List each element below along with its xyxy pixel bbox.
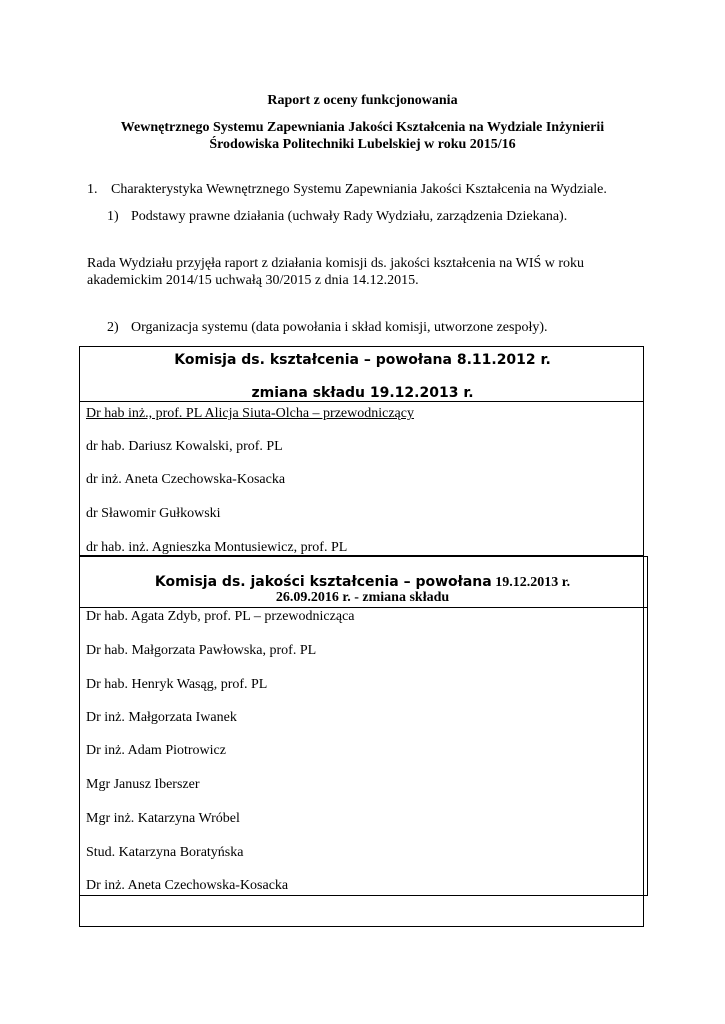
table2-member-chair: Dr hab. Agata Zdyb, prof. PL – przewodnicząca — [86, 609, 355, 624]
document-title: Raport z oceny funkcjonowania — [267, 93, 458, 108]
table1-change-date: zmiana składu 19.12.2013 r. — [251, 385, 474, 401]
subsection2-number: 2) — [107, 320, 119, 335]
table1-member: dr Sławomir Gułkowski — [86, 506, 221, 521]
document-subtitle-line1: Wewnętrznego Systemu Zapewniania Jakości Kształcenia na Wydziale Inżynierii — [120, 120, 605, 135]
section-heading: Charakterystyka Wewnętrznego Systemu Zapewniania Jakości Kształcenia na Wydziale. — [111, 182, 607, 197]
table2-member: Dr inż. Aneta Czechowska-Kosacka — [86, 878, 289, 893]
subsection1-number: 1) — [107, 209, 119, 224]
table1-member: dr hab. inż. Agnieszka Montusiewicz, prof. PL — [86, 540, 348, 555]
table2-member: Dr hab. Małgorzata Pawłowska, prof. PL — [86, 643, 317, 658]
paragraph-line1: Rada Wydziału przyjęła raport z działania komisji ds. jakości kształcenia na WIŚ w roku — [87, 256, 585, 271]
subsection1-text: Podstawy prawne działania (uchwały Rady Wydziału, zarządzenia Dziekana). — [131, 209, 568, 224]
table2-member: Mgr Janusz Iberszer — [86, 777, 200, 792]
section-number: 1. — [87, 182, 98, 197]
table2-change-date: 26.09.2016 r. - zmiana składu — [275, 590, 450, 605]
table1-member-chair: Dr hab inż., prof. PL Alicja Siuta-Olcha – przewodniczący — [86, 406, 414, 421]
table2-member: Dr hab. Henryk Wasąg, prof. PL — [86, 677, 268, 692]
table2-member: Stud. Katarzyna Boratyńska — [86, 845, 244, 860]
table1-member: dr inż. Aneta Czechowska-Kosacka — [86, 472, 286, 487]
table2-member: Mgr inż. Katarzyna Wróbel — [86, 811, 240, 826]
table2-member: Dr inż. Małgorzata Iwanek — [86, 710, 237, 725]
table2-heading — [0, 574, 725, 591]
subsection2-text: Organizacja systemu (data powołania i skład komisji, utworzone zespoły). — [131, 320, 548, 335]
table1-heading: Komisja ds. kształcenia – powołana 8.11.2012 r. — [174, 352, 551, 368]
table2-heading-main: Komisja ds. jakości kształcenia – powołana — [154, 574, 492, 590]
document-subtitle-line2: Środowiska Politechniki Lubelskiej w roku 2015/16 — [209, 137, 516, 152]
table1-header-divider — [79, 401, 644, 402]
table2-header-divider — [79, 607, 648, 608]
paragraph-line2: akademickim 2014/15 uchwałą 30/2015 z dnia 14.12.2015. — [87, 273, 419, 288]
table2-heading-date: 19.12.2013 r. — [495, 575, 571, 590]
table1-member: dr hab. Dariusz Kowalski, prof. PL — [86, 439, 283, 454]
table2-member: Dr inż. Adam Piotrowicz — [86, 743, 226, 758]
